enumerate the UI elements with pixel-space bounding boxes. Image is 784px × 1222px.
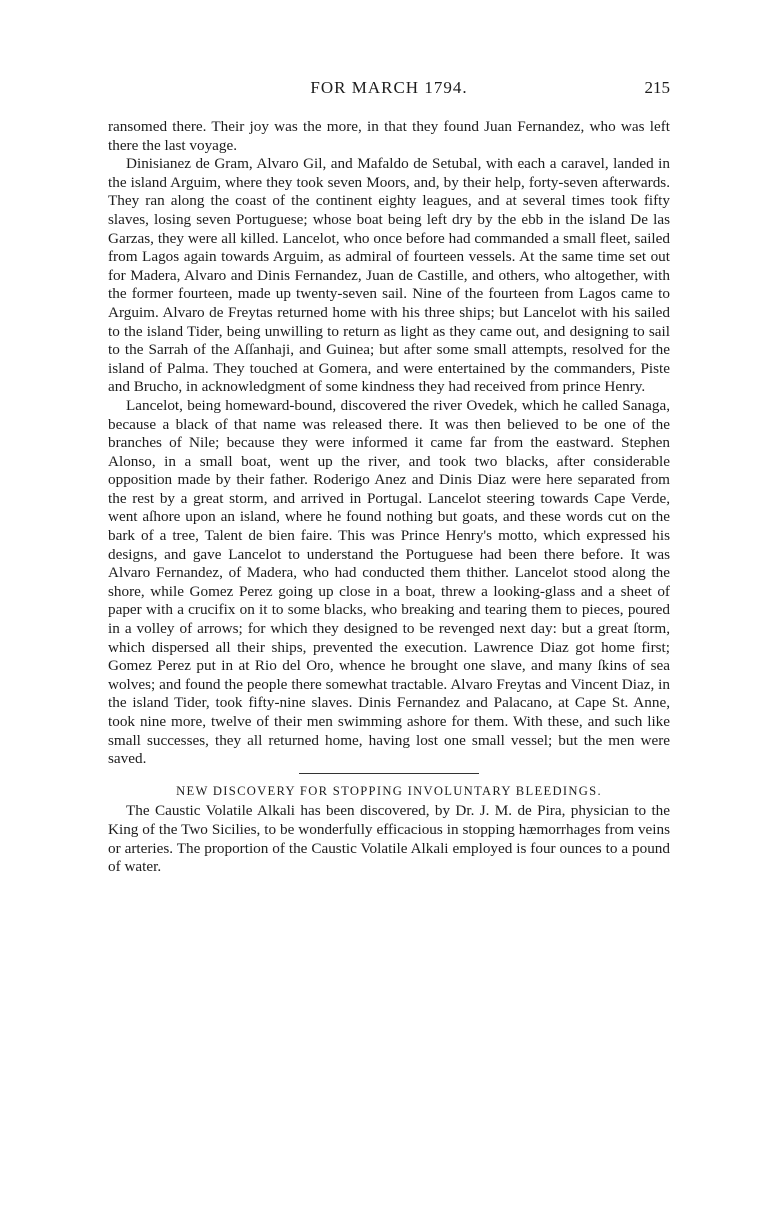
- page-number: 215: [644, 78, 670, 97]
- section-divider: [299, 773, 479, 774]
- section-paragraph-1: The Caustic Volatile Alkali has been discovered, by Dr. J. M. de Pira, physician to the King of the Two Sicilies, to be wonderfully efficacious in stopping hæmorrhages from veins or arteries. The proportion of the Caustic Volatile Alkali employed is four ounces to a pound of water.: [108, 802, 670, 876]
- magazine-page: [108, 78, 670, 877]
- running-head: [108, 78, 670, 106]
- article-body: [108, 118, 670, 877]
- section-heading: NEW DISCOVERY FOR STOPPING INVOLUNTARY BLEEDINGS.: [176, 783, 602, 798]
- paragraph-1: ransomed there. Their joy was the more, in that they found Juan Fernandez, who was left there the last voyage.: [108, 118, 670, 154]
- running-head-title: FOR MARCH 1794.: [310, 78, 468, 97]
- paragraph-3: Lancelot, being homeward-bound, discovered the river Ovedek, which he called Sanaga, because a black of that name was released there. It was then believed to be one of the branches of Nile; because they were informed it came far from the eastward. Stephen Alonso, in a small boat, went up the river, and took two blacks, after considerable opposition made by their father. Roderigo Anez and Dinis Diaz were here separated from the rest by a great storm, and arrived in Portugal. Lancelot steering towards Cape Verde, went aſhore upon an island, where he found nothing but goats, and these words cut on the bark of a tree, Talent de bien faire. This was Prince Henry's motto, which expressed his designs, and gave Lancelot to understand the Portuguese had been there before. It was Alvaro Fernandez, of Madera, who had conducted them thither. Lancelot stood along the shore, while Gomez Perez going up close in a boat, threw a looking-glass and a sheet of paper with a crucifix on it to some blacks, who breaking and tearing them to pieces, poured in a volley of arrows; for which they designed to be revenged next day: but a great ſtorm, which dispersed all their ships, prevented the execution. Lawrence Diaz got home first; Gomez Perez put in at Rio del Oro, whence he brought one slave, and many ſkins of sea wolves; and found the people there somewhat tractable. Alvaro Freytas and Vincent Diaz, in the island Tider, took fifty-nine slaves. Dinis Fernandez and Palacano, at Cape St. Anne, took nine more, twelve of their men swimming ashore for them. With these, and such like small successes, they all returned home, having lost one small vessel; but the men were saved.: [108, 396, 670, 768]
- paragraph-2: Dinisianez de Gram, Alvaro Gil, and Mafaldo de Setubal, with each a caravel, landed in the island Arguim, where they took seven Moors, and, by their help, forty-seven afterwards. They ran along the coast of the continent eighty leagues, and at several times took fifty slaves, losing seven Portuguese; whose boat being left dry by the ebb in the island De las Garzas, they were all killed. Lancelot, who once before had commanded a small fleet, sailed from Lagos again towards Arguim, as admiral of fourteen vessels. At the same time set out for Madera, Alvaro and Dinis Fernandez, Juan de Castille, and others, who altogether, with the former fourteen, made up twenty-seven sail. Nine of the fourteen from Lagos came to Arguim. Alvaro de Freytas returned home with his three ships; but Lancelot with his sailed to the island Tider, being unwilling to return as light as they came out, and designing to sail to the Sarrah of the Aſſanhaji, and Guinea; but after some small attempts, resolved for the island of Palma. They touched at Gomera, and were entertained by the commanders, Piste and Brucho, in acknowledgment of some kindness they had received from prince Henry.: [108, 155, 670, 396]
